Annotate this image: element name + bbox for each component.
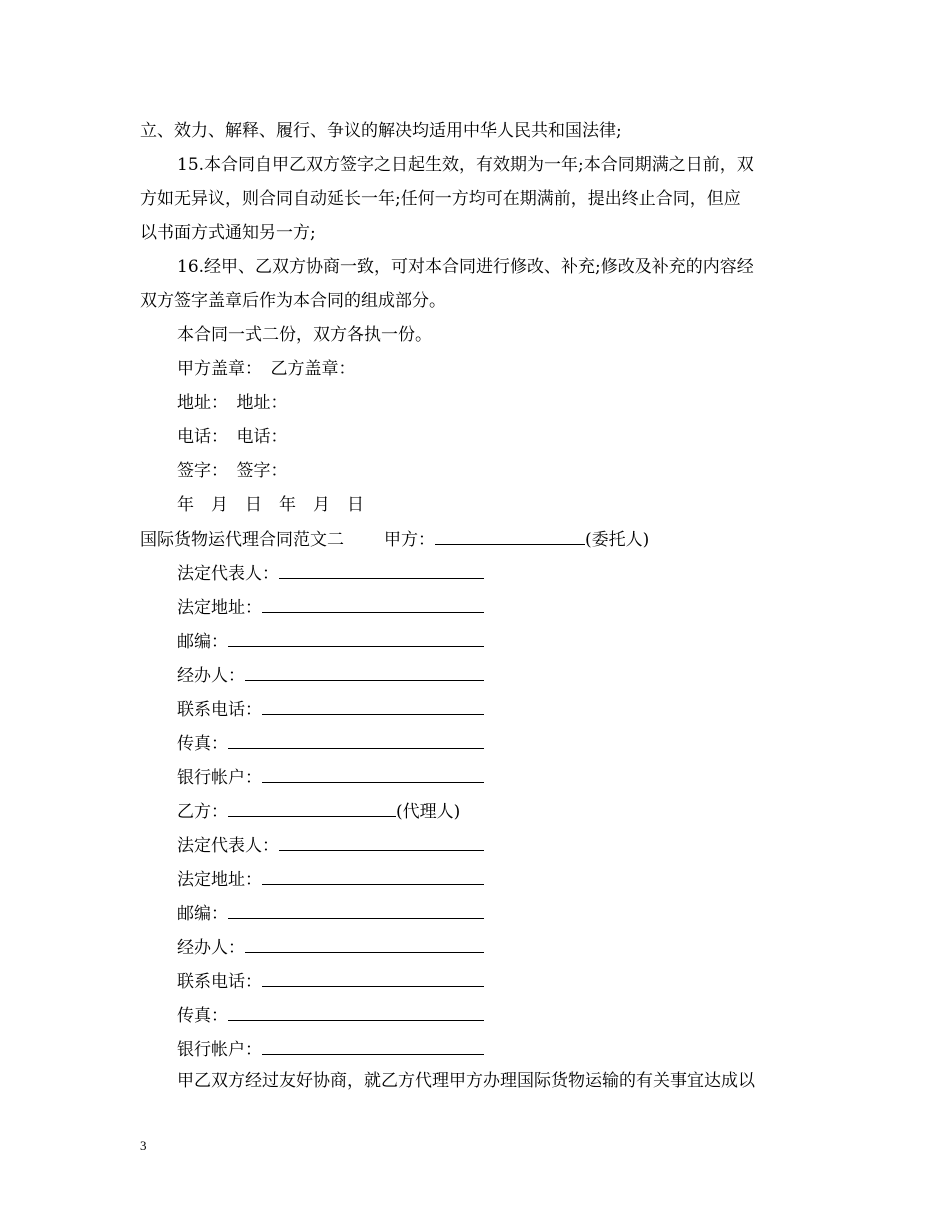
party-b-role: (代理人): [396, 802, 461, 822]
form-field-blank[interactable]: [228, 902, 484, 919]
form-field-row: [177, 732, 484, 755]
form-field-label: 银行帐户：: [177, 768, 262, 788]
party-b-header: [177, 800, 460, 823]
form-field-label: 银行帐户：: [177, 1040, 262, 1060]
form-field-row: [177, 936, 484, 959]
party-a-blank: [435, 528, 585, 545]
form-field-blank[interactable]: [262, 766, 484, 783]
form-field-row: [177, 868, 484, 891]
seal-line: 甲方盖章： 乙方盖章：: [177, 359, 356, 379]
form-field-label: 法定地址：: [177, 598, 262, 618]
form-field-blank[interactable]: [262, 970, 484, 987]
form-field-blank[interactable]: [228, 732, 484, 749]
form-field-label: 经办人：: [177, 666, 245, 686]
copies-statement: 本合同一式二份，双方各执一份。: [177, 325, 432, 345]
agreement-intro: 甲乙双方经过友好协商，就乙方代理甲方办理国际货物运输的有关事宜达成以: [177, 1071, 755, 1091]
form-field-label: 传真：: [177, 734, 228, 754]
form-field-row: [177, 698, 484, 721]
form-field-row: [177, 596, 484, 619]
clause-15-line-2: 方如无异议，则合同自动延长一年;任何一方均可在期满前，提出终止合同，但应: [140, 189, 741, 209]
form-field-row: [177, 834, 484, 857]
form-field-blank[interactable]: [279, 834, 484, 851]
party-b-label: 乙方：: [177, 802, 228, 822]
form-field-label: 法定地址：: [177, 870, 262, 890]
form-field-label: 传真：: [177, 1006, 228, 1026]
form-field-label: 经办人：: [177, 938, 245, 958]
template2-title: 国际货物运代理合同范文二: [140, 530, 344, 550]
form-field-row: [177, 1038, 484, 1061]
sign-line: 签字： 签字：: [177, 461, 288, 481]
date-line: 年 月 日 年 月 日: [177, 495, 364, 515]
page-number: 3: [140, 1138, 147, 1153]
template2-header: [140, 528, 649, 551]
party-a-role: (委托人): [585, 530, 650, 550]
party-a-label: 甲方：: [384, 530, 435, 550]
form-field-label: 邮编：: [177, 904, 228, 924]
form-field-blank[interactable]: [245, 936, 484, 953]
clause-15-line-1: 15.本合同自甲乙双方签字之日起生效，有效期为一年;本合同期满之日前，双: [177, 155, 754, 175]
address-line: 地址： 地址：: [177, 393, 288, 413]
phone-line: 电话： 电话：: [177, 427, 288, 447]
clause-16-line-1: 16.经甲、乙双方协商一致，可对本合同进行修改、补充;修改及补充的内容经: [177, 257, 754, 277]
form-field-blank[interactable]: [228, 1004, 484, 1021]
clause-15-line-3: 以书面方式通知另一方;: [140, 223, 316, 243]
form-field-blank[interactable]: [262, 1038, 484, 1055]
form-field-label: 联系电话：: [177, 972, 262, 992]
form-field-row: [177, 562, 484, 585]
form-field-row: [177, 630, 484, 653]
form-field-label: 法定代表人：: [177, 836, 279, 856]
clause-16-line-2: 双方签字盖章后作为本合同的组成部分。: [140, 291, 446, 311]
form-field-blank[interactable]: [245, 664, 484, 681]
form-field-row: [177, 766, 484, 789]
form-field-blank[interactable]: [262, 596, 484, 613]
form-field-row: [177, 664, 484, 687]
form-field-label: 联系电话：: [177, 700, 262, 720]
form-field-row: [177, 902, 484, 925]
form-field-blank[interactable]: [262, 868, 484, 885]
form-field-label: 邮编：: [177, 632, 228, 652]
form-field-row: [177, 970, 484, 993]
clause-14-tail: 立、效力、解释、履行、争议的解决均适用中华人民共和国法律;: [140, 121, 622, 141]
form-field-label: 法定代表人：: [177, 564, 279, 584]
form-field-blank[interactable]: [279, 562, 484, 579]
form-field-row: [177, 1004, 484, 1027]
form-field-blank[interactable]: [228, 630, 484, 647]
party-b-blank: [228, 800, 396, 817]
form-field-blank[interactable]: [262, 698, 484, 715]
